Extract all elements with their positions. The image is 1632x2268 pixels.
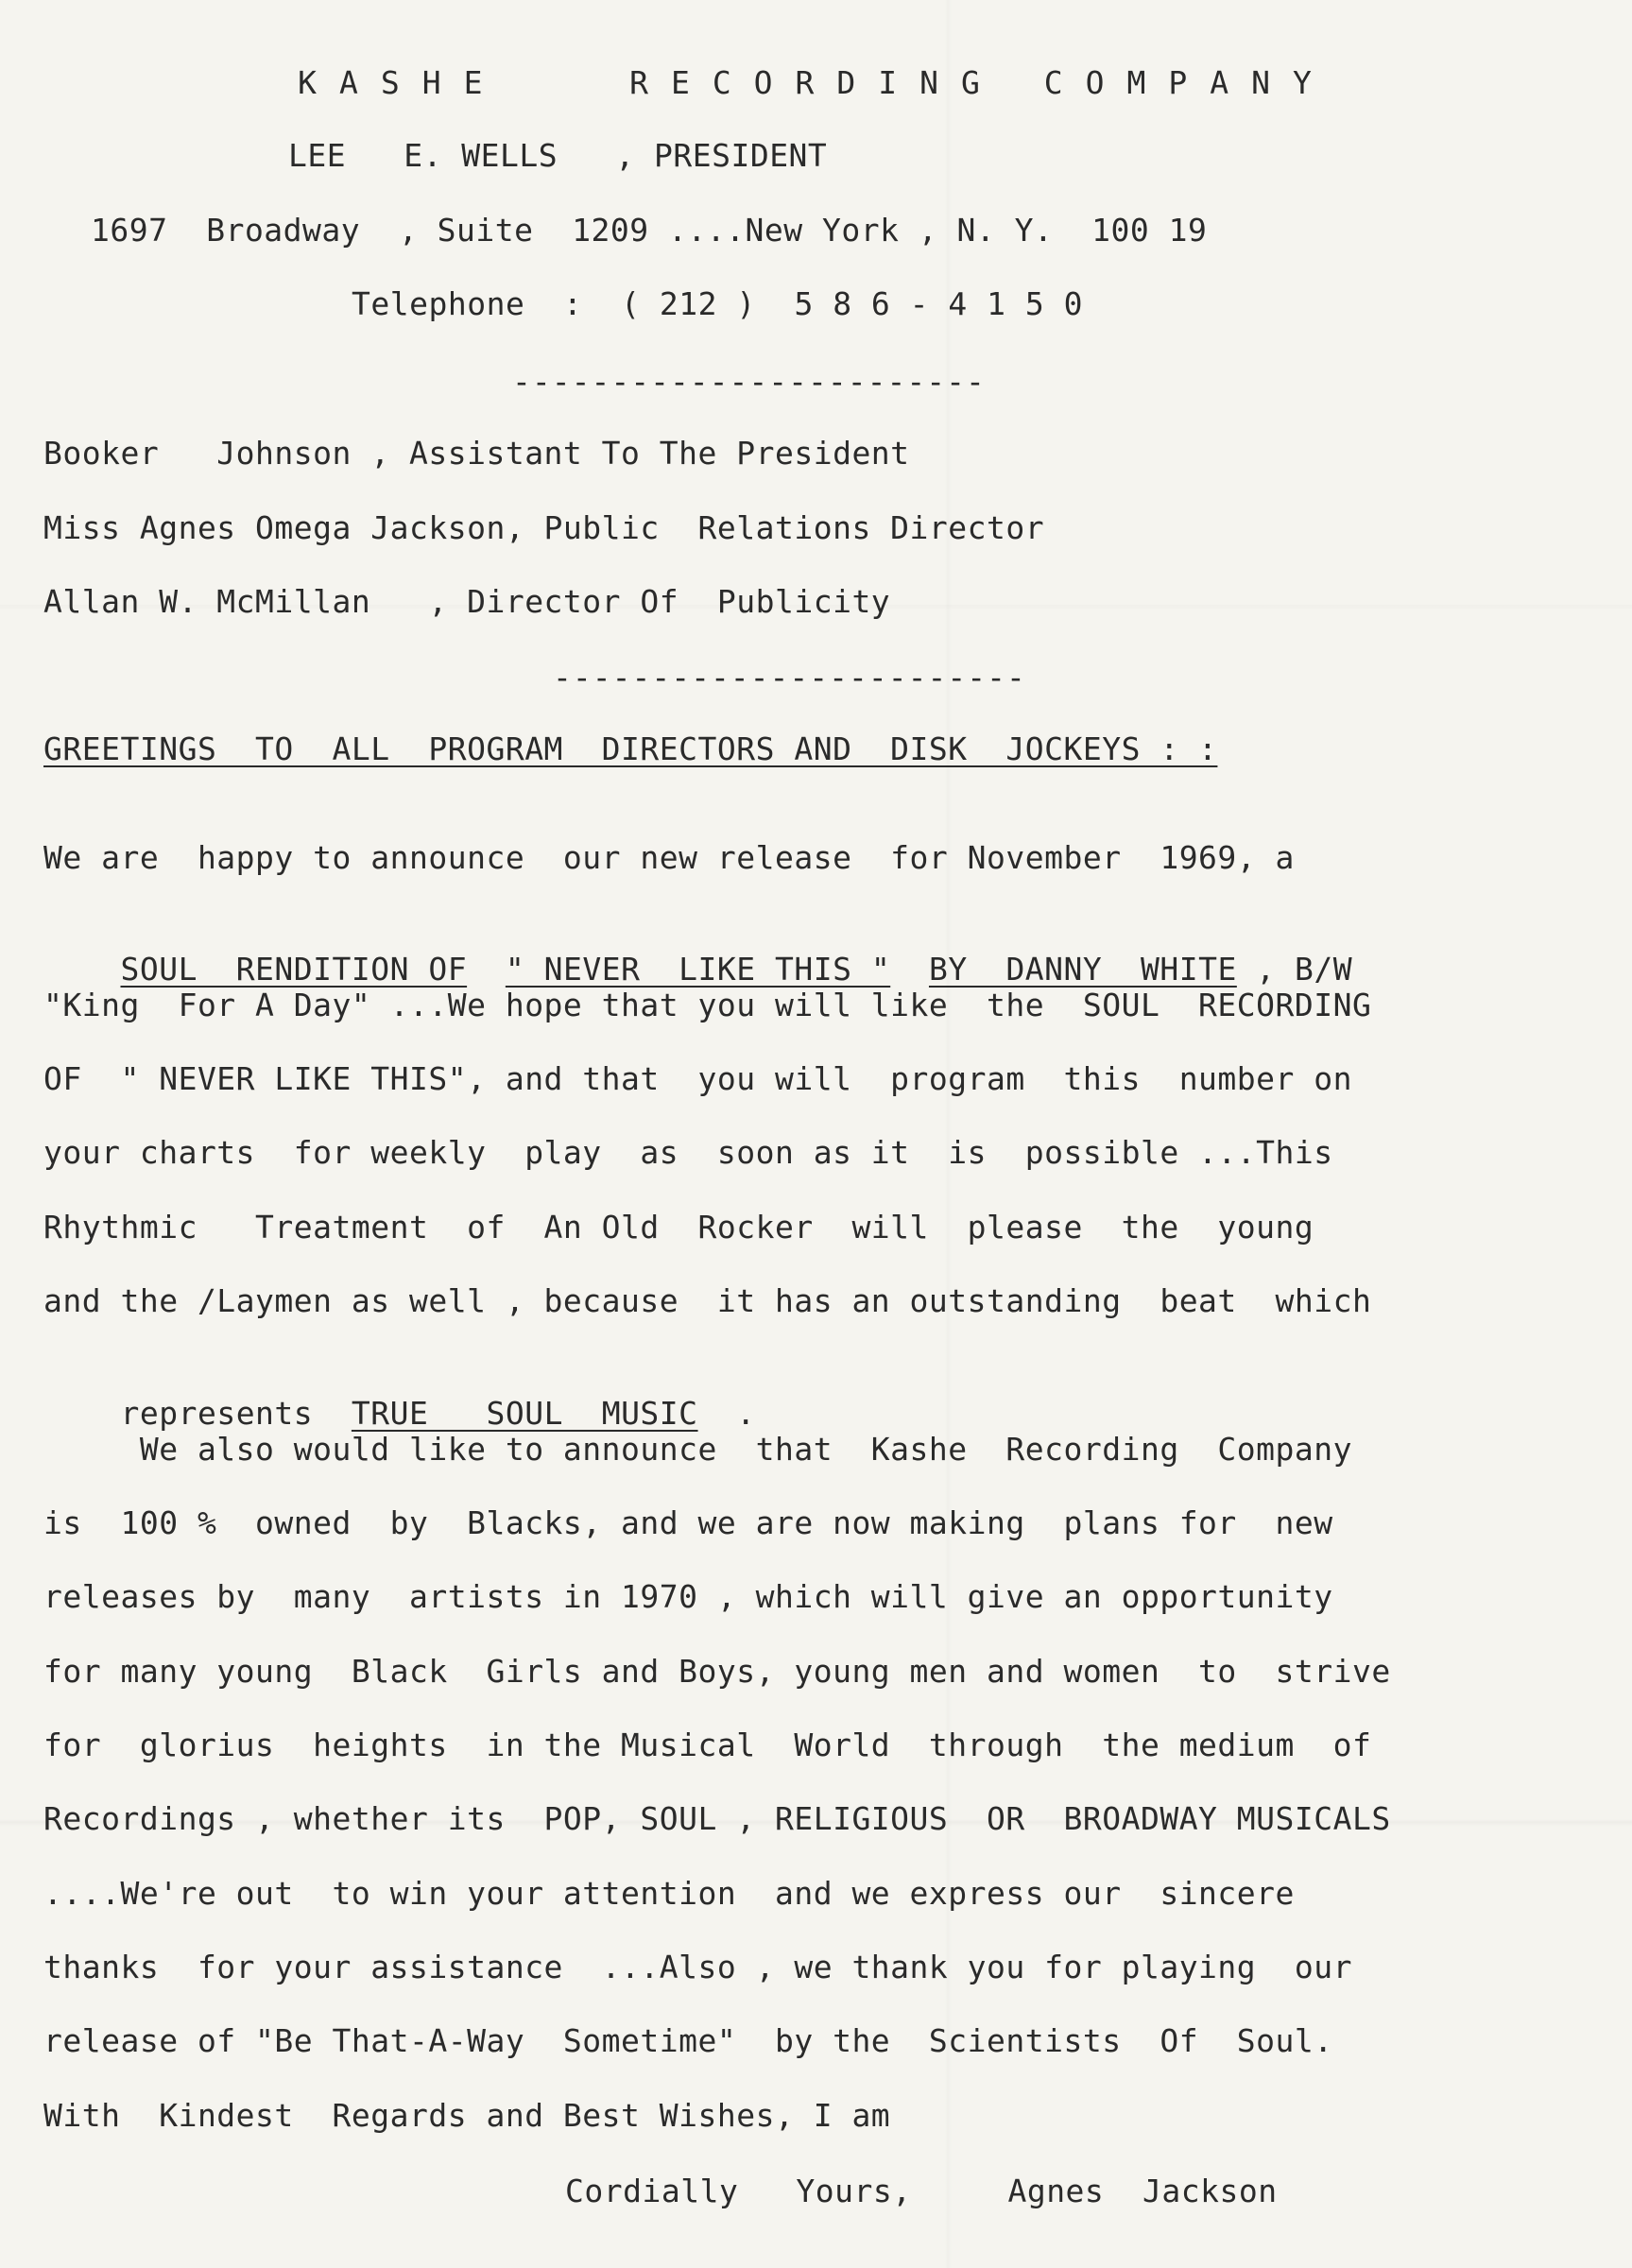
divider-rule-2: ------------------------	[553, 659, 1026, 696]
body-line: for many young Black Girls and Boys, young men and women to strive	[43, 1653, 1391, 1690]
greeting-heading: GREETINGS TO ALL PROGRAM DIRECTORS AND DISK JOCKEYS : :	[43, 730, 1218, 767]
body-line: With Kindest Regards and Best Wishes, I am	[43, 2097, 891, 2134]
period-text: .	[736, 1395, 756, 1432]
body-line: and the /Laymen as well , because it has an outstanding beat which	[43, 1282, 1372, 1319]
body-line: your charts for weekly play as soon as it is possible ...This	[43, 1134, 1333, 1171]
bw-text: , B/W	[1256, 951, 1353, 988]
artist-name: BY DANNY WHITE	[928, 951, 1237, 988]
body-line: Rhythmic Treatment of An Old Rocker will please the young	[43, 1209, 1314, 1246]
true-soul-music: TRUE SOUL MUSIC	[351, 1395, 698, 1432]
company-name: KASHE RECORDING COMPANY	[298, 64, 1334, 101]
telephone-line: Telephone : ( 212 ) 5 8 6 - 4 1 5 0	[352, 285, 1083, 322]
staff-line-2: Miss Agnes Omega Jackson, Public Relations Director	[43, 509, 1045, 546]
song-title: " NEVER LIKE THIS "	[505, 951, 891, 988]
body-line: thanks for your assistance ...Also , we thank you for playing our	[43, 1949, 1353, 1985]
staff-line-3: Allan W. McMillan , Director Of Publicity	[43, 583, 891, 620]
staff-line-1: Booker Johnson , Assistant To The President	[43, 435, 910, 472]
divider-rule-1: ------------------------	[512, 363, 986, 400]
body-line: for glorius heights in the Musical World through the medium of	[43, 1727, 1372, 1763]
body-line: release of "Be That-A-Way Sometime" by the Scientists Of Soul.	[43, 2022, 1333, 2059]
body-line: is 100 % owned by Blacks, and we are now making plans for new	[43, 1504, 1333, 1541]
represents-text: represents	[120, 1395, 314, 1432]
body-line: releases by many artists in 1970 , which will give an opportunity	[43, 1578, 1333, 1615]
closing-signature: Cordially Yours, Agnes Jackson	[565, 2173, 1278, 2209]
body-line: ....We're out to win your attention and we express our sincere	[43, 1875, 1295, 1912]
body-line: We are happy to announce our new release for November 1969, a	[43, 839, 1295, 876]
president-line: LEE E. WELLS , PRESIDENT	[288, 137, 828, 174]
body-line: "King For A Day" ...We hope that you will like the SOUL RECORDING	[43, 987, 1372, 1023]
body-line: OF " NEVER LIKE THIS", and that you will program this number on	[43, 1060, 1353, 1097]
body-line: Recordings , whether its POP, SOUL , RELIGIOUS OR BROADWAY MUSICALS	[43, 1800, 1391, 1837]
body-line: We also would like to announce that Kashe Recording Company	[43, 1431, 1353, 1468]
address-line: 1697 Broadway , Suite 1209 ....New York , N. Y. 100 19	[91, 212, 1208, 249]
soul-rendition-phrase: SOUL RENDITION OF	[120, 951, 468, 988]
